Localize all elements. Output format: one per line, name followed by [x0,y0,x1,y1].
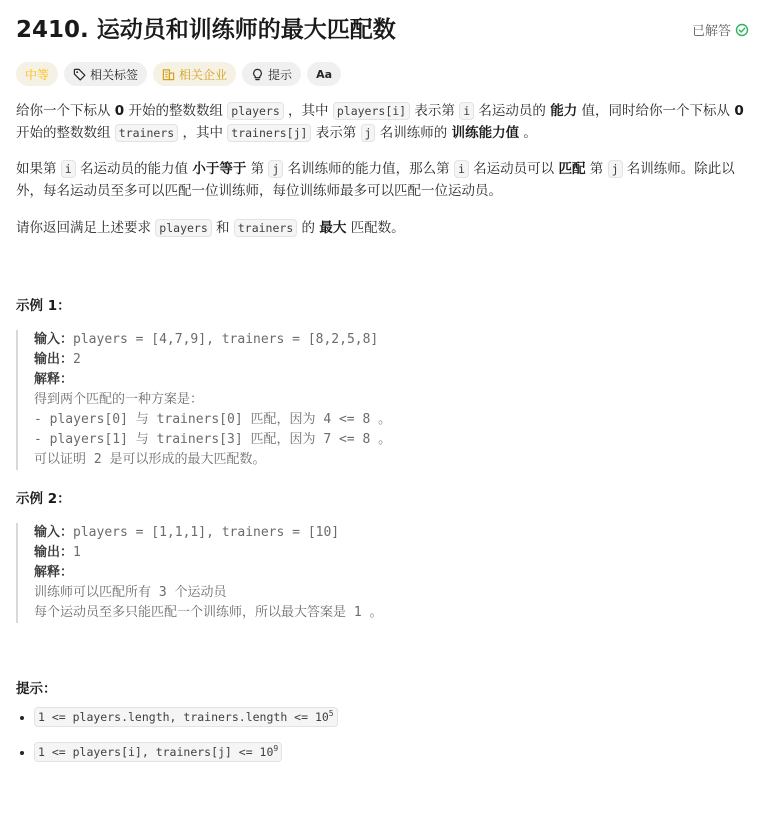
explain-text: - players[0] 与 trainers[0] 匹配，因为 4 <= 8 。 [34,412,392,427]
font-size-button[interactable] [307,62,341,86]
explain-label: 解释： [34,565,74,580]
text: ，其中 [178,125,228,141]
explain-label: 解释： [34,372,74,387]
inline-code: trainers[j] [227,124,311,142]
output-value: 2 [73,352,81,367]
text: 名训练师的 [375,125,452,141]
input-label: 输入： [34,525,74,540]
text: 名运动员的 [474,103,551,119]
text: 。 [519,125,537,141]
solved-status [692,20,749,39]
example-explain-line [34,563,382,583]
text: 第 [246,161,269,177]
text: ，其中 [283,103,333,119]
tag-icon [73,68,86,81]
inline-code: i [459,102,474,120]
example-1-heading: 示例 1： [16,298,71,314]
text: 名运动员的能力值 [75,161,193,177]
bold-text: 匹配 [558,161,586,177]
explain-text: 可以证明 2 是可以形成的最大匹配数。 [34,452,266,467]
description-paragraph-1 [16,100,753,144]
building-icon [162,68,175,81]
bold-text: 0 [734,103,744,119]
check-circle-icon [735,23,749,37]
bold-text: 小于等于 [192,161,247,177]
bold-text: 能力 [550,103,578,119]
constraint-item [34,706,338,729]
companies-label: 相关企业 [179,67,228,82]
inline-code: players [155,219,211,237]
text: 表示第 [311,125,361,141]
output-value: 1 [73,545,81,560]
explain-text: 训练师可以匹配所有 3 个运动员 [34,585,227,600]
text: 第 [585,161,608,177]
description-paragraph-3 [16,217,405,239]
text: 开始的整数数组 [124,103,228,119]
inline-code: j [608,160,623,178]
companies-tag-button[interactable] [153,62,236,86]
example-2-heading: 示例 2： [16,491,71,507]
exponent: 5 [328,709,334,719]
exponent: 9 [273,744,279,754]
input-label: 输入： [34,332,74,347]
difficulty-badge[interactable] [16,62,58,86]
constraints-heading: 提示： [16,681,57,697]
explain-text: - players[1] 与 trainers[3] 匹配，因为 7 <= 8 。 [34,432,392,447]
text: 匹配数。 [346,220,405,236]
explain-text: 每个运动员至多只能匹配一个训练师，所以最大答案是 1 。 [34,605,383,620]
text: 和 [211,220,234,236]
example-2-block [16,523,382,623]
difficulty-label: 中等 [25,67,50,82]
input-value: players = [4,7,9], trainers = [8,2,5,8] [73,332,379,347]
output-label: 输出： [34,545,74,560]
bold-text: 0 [114,103,125,119]
constraints-list [16,706,338,776]
bold-text: 训练能力值 [451,125,520,141]
inline-code: i [454,160,469,178]
constraint-code [34,707,338,727]
text: 名运动员可以 [468,161,559,177]
inline-code: j [361,124,376,142]
example-1-block [16,330,391,470]
text: 如果第 [16,161,61,177]
inline-code: players [227,102,283,120]
example-explain-line [34,370,391,390]
text: 的 [297,220,320,236]
constraint-code [34,742,282,762]
hint-button[interactable] [242,62,301,86]
text: 表示第 [410,103,460,119]
lightbulb-icon [251,68,264,81]
text: 请你返回满足上述要求 [16,220,156,236]
inline-code: trainers [115,124,178,142]
topics-label: 相关标签 [90,67,139,82]
text: 值，同时给你一个下标从 [577,103,735,119]
constraint-text: 1 <= players.length, trainers.length <= 10 [38,710,329,724]
tag-bar [16,62,341,86]
input-value: players = [1,1,1], trainers = [10] [73,525,340,540]
problem-title: 2410. 运动员和训练师的最大匹配数 [16,17,396,43]
constraint-item [34,741,338,764]
font-size-icon: Aa [316,67,332,81]
description-paragraph-2 [16,158,753,202]
example-output-line [34,543,382,563]
text: 给你一个下标从 [16,103,115,119]
constraint-text: 1 <= players[i], trainers[j] <= 10 [38,745,274,759]
topics-tag-button[interactable] [64,62,147,86]
inline-code: j [268,160,283,178]
explain-text: 得到两个匹配的一种方案是： [34,392,204,407]
solved-label: 已解答 [691,24,731,39]
inline-code: i [61,160,76,178]
text: 名训练师的能力值，那么第 [283,161,454,177]
inline-code: players[i] [333,102,410,120]
bold-text: 最大 [319,220,347,236]
hint-label: 提示 [268,67,293,82]
example-output-line [34,350,391,370]
text: 开始的整数数组 [16,125,115,141]
example-input-line [34,330,391,350]
example-input-line [34,523,382,543]
inline-code: trainers [234,219,297,237]
text: 名训练师。除此以外，每名运动员至多可以匹配一位训练师，每位训练师最多可以匹配一位运动员。 [16,161,735,199]
output-label: 输出： [34,352,74,367]
title-row [16,14,757,46]
